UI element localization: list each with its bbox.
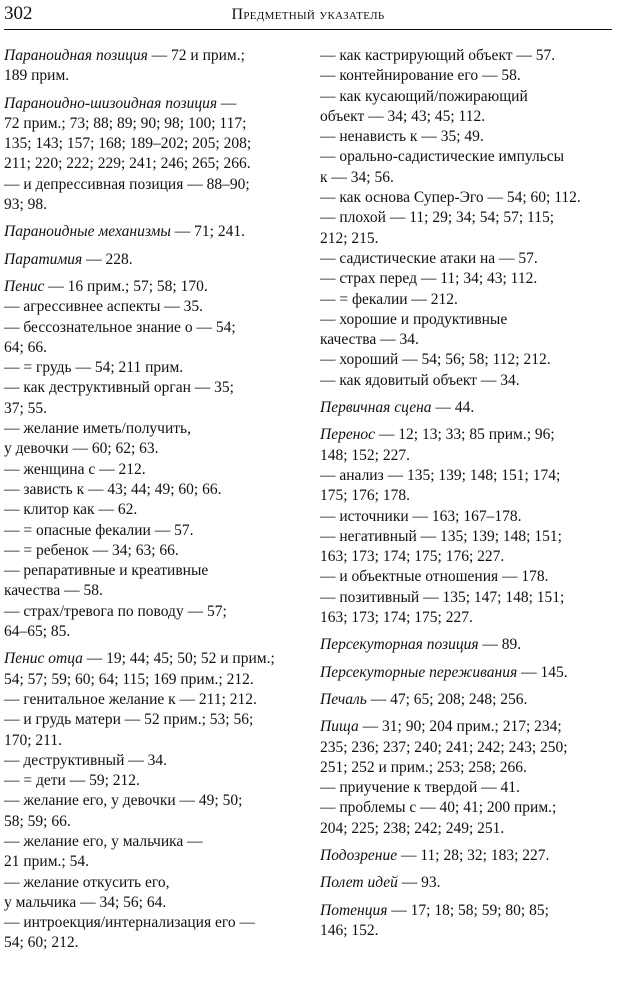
index-line: — = грудь — 54; 211 прим. (4, 359, 184, 377)
index-line: — генитальное желание к — 211; 212. (4, 690, 257, 708)
index-line: — интроекция/интернализация его — (4, 914, 255, 932)
index-line: — садистические атаки на — 57. (320, 249, 538, 267)
index-line: — желание откусить его, (4, 873, 170, 891)
index-line: — и грудь матери — 52 прим.; 53; 56; (4, 711, 254, 729)
index-entry (320, 46, 614, 391)
index-line: 175; 176; 178. (320, 487, 410, 505)
index-entry (320, 717, 614, 839)
index-line: — как кастрирующий объект — 57. (320, 47, 556, 64)
index-line: 212; 215. (320, 229, 379, 247)
index-line: — анализ — 135; 139; 148; 151; 174; (320, 466, 561, 484)
index-line: — как основа Супер-Эго — 54; 60; 112. (320, 189, 581, 207)
index-page-refs: — 71; 241. (170, 223, 245, 241)
index-line: — желание его, у мальчика — (4, 832, 203, 850)
index-line: 146; 152. (320, 921, 379, 939)
index-page-refs: — 89. (478, 636, 522, 654)
index-line: 251; 252 и прим.; 253; 258; 266. (320, 758, 527, 776)
index-entry (320, 873, 614, 893)
index-entry (320, 846, 614, 866)
index-term: Паратимия (4, 250, 83, 268)
index-term: Пенис (4, 277, 45, 295)
index-line: объект — 34; 43; 45; 112. (320, 107, 486, 125)
index-line: — агрессивнее аспекты — 35. (4, 298, 204, 316)
index-line: — позитивный — 135; 147; 148; 151; (320, 588, 565, 606)
index-line: у девочки — 60; 62; 63. (4, 440, 159, 458)
index-line: — источники — 163; 167–178. (320, 507, 522, 525)
index-line: — как ядовитый объект — 34. (320, 371, 520, 389)
index-line: у мальчика — 34; 56; 64. (4, 893, 167, 911)
index-entry (320, 635, 614, 655)
index-line: 163; 173; 174; 175; 227. (320, 609, 473, 627)
index-entry-heading (320, 873, 614, 893)
index-line: — желание иметь/получить, (4, 420, 191, 438)
index-line: 58; 59; 66. (4, 812, 71, 830)
index-line: 135; 143; 157; 168; 189–202; 205; 208; (4, 135, 252, 153)
index-page-refs: — 16 прим.; 57; 58; 170. (44, 277, 208, 295)
header-rule (4, 29, 612, 30)
index-entry-heading (4, 46, 300, 66)
index-term: Полет идей (320, 874, 398, 892)
index-line: — проблемы с — 40; 41; 200 прим.; (320, 799, 557, 817)
index-line: 21 прим.; 54. (4, 853, 89, 871)
index-line: 170; 211. (4, 731, 62, 749)
index-term: Персекуторная позиция (320, 636, 479, 654)
index-line: 72 прим.; 73; 88; 89; 90; 98; 100; 117; (4, 114, 247, 132)
index-line: — страх перед — 11; 34; 43; 112. (320, 270, 538, 288)
index-term: Пенис отца (4, 650, 83, 668)
index-entry (320, 398, 614, 418)
index-page-refs: — 145. (517, 663, 568, 681)
index-page-refs: — 228. (82, 250, 133, 268)
index-line: — = ребенок — 34; 63; 66. (4, 541, 179, 559)
running-title: Предметный указатель (231, 6, 385, 23)
index-page-refs: — 47; 65; 208; 248; 256. (366, 690, 528, 708)
index-page-refs: — 44. (431, 399, 475, 417)
index-line: — орально-садистические импульсы (320, 148, 565, 166)
index-line: к — 34; 56. (320, 168, 394, 186)
index-line: — приучение к твердой — 41. (320, 779, 520, 797)
index-entry-heading (320, 425, 614, 445)
index-term: Параноидные механизмы (4, 223, 171, 241)
index-line: 37; 55. (4, 399, 48, 417)
index-line: — желание его, у девочки — 49; 50; (4, 792, 243, 810)
index-line: — клитор как — 62. (4, 501, 138, 519)
index-entry-heading (320, 663, 614, 683)
index-entry (4, 46, 300, 87)
index-page-refs: — 31; 90; 204 прим.; 217; 234; (358, 718, 562, 736)
index-column-left (4, 46, 300, 961)
index-page-refs: — 93. (397, 874, 441, 892)
index-entry-heading (4, 94, 300, 114)
index-entry (4, 94, 300, 216)
index-line: — = опасные фекалии — 57. (4, 521, 194, 539)
index-line: — негативный — 135; 139; 148; 151; (320, 527, 562, 545)
index-page-refs: — 17; 18; 58; 59; 80; 85; (387, 901, 549, 919)
index-line: 163; 173; 174; 175; 176; 227. (320, 548, 505, 566)
index-term: Первичная сцена (320, 399, 432, 417)
index-line: — страх/тревога по поводу — 57; (4, 602, 227, 620)
index-line: 211; 220; 222; 229; 241; 246; 265; 266. (4, 155, 251, 173)
index-term: Параноидно-шизоидная позиция (4, 94, 218, 112)
index-line: — контейнирование его — 58. (320, 67, 521, 85)
index-line: 64; 66. (4, 338, 48, 356)
index-line: — ненависть к — 35; 49. (320, 128, 484, 146)
index-entry-heading (320, 846, 614, 866)
index-line: — как кусающий/пожирающий (320, 87, 528, 105)
index-line: — хороший — 54; 56; 58; 112; 212. (320, 351, 551, 369)
index-entry-heading (320, 717, 614, 737)
index-line: 64–65; 85. (4, 623, 71, 641)
index-line: — деструктивный — 34. (4, 751, 168, 769)
index-page-refs: — (217, 94, 237, 112)
index-entry (320, 425, 614, 628)
index-line: 93; 98. (4, 196, 48, 214)
index-line: — и депрессивная позиция — 88–90; (4, 175, 250, 193)
index-page-refs: — 72 и прим.; (147, 47, 245, 64)
index-entry-heading (320, 398, 614, 418)
index-entry (4, 277, 300, 642)
index-entry (320, 901, 614, 942)
index-entry (4, 250, 300, 270)
index-column-right (320, 46, 614, 948)
index-line: 204; 225; 238; 242; 249; 251. (320, 819, 505, 837)
index-line: — плохой — 11; 29; 34; 54; 57; 115; (320, 209, 555, 227)
index-line: — и объектные отношения — 178. (320, 568, 549, 586)
index-line: качества — 34. (320, 331, 419, 349)
index-entry-heading (4, 277, 300, 297)
index-term: Подозрение (320, 846, 398, 864)
index-line: — как деструктивный орган — 35; (4, 379, 234, 397)
index-term: Печаль (320, 690, 367, 708)
index-entry (4, 649, 300, 953)
index-line: — = дети — 59; 212. (4, 772, 140, 790)
index-line: — = фекалии — 212. (320, 290, 458, 308)
index-line: — хорошие и продуктивные (320, 310, 508, 328)
index-line: — зависть к — 43; 44; 49; 60; 66. (4, 480, 222, 498)
page-number: 302 (4, 3, 33, 24)
index-term: Персекуторные переживания (320, 663, 518, 681)
index-line: — репаративные и креативные (4, 562, 209, 580)
index-term: Потенция (320, 901, 388, 919)
index-entry (4, 222, 300, 242)
index-page-refs: — 12; 13; 33; 85 прим.; 96; (375, 426, 555, 444)
index-entry-heading (4, 222, 300, 242)
index-entry-heading (4, 250, 300, 270)
index-term: Параноидная позиция (4, 47, 148, 64)
index-line: — женщина с — 212. (4, 460, 146, 478)
page-header (4, 2, 612, 30)
index-line: 54; 57; 59; 60; 64; 115; 169 прим.; 212. (4, 670, 254, 688)
index-line: 54; 60; 212. (4, 934, 79, 952)
index-entry-heading (320, 635, 614, 655)
index-line: качества — 58. (4, 582, 103, 600)
index-term: Перенос (320, 426, 376, 444)
index-entry-heading (320, 690, 614, 710)
index-page-refs: — 11; 28; 32; 183; 227. (397, 846, 550, 864)
index-line: — бессознательное знание о — 54; (4, 318, 236, 336)
index-entry (320, 663, 614, 683)
index-line: 189 прим. (4, 67, 70, 85)
index-line: 235; 236; 237; 240; 241; 242; 243; 250; (320, 738, 568, 756)
index-line: 148; 152; 227. (320, 446, 410, 464)
index-entry (320, 690, 614, 710)
index-term: Пища (320, 718, 359, 736)
index-entry-heading (4, 649, 300, 669)
index-entry-heading (320, 901, 614, 921)
index-page-refs: — 19; 44; 45; 50; 52 и прим.; (82, 650, 275, 668)
